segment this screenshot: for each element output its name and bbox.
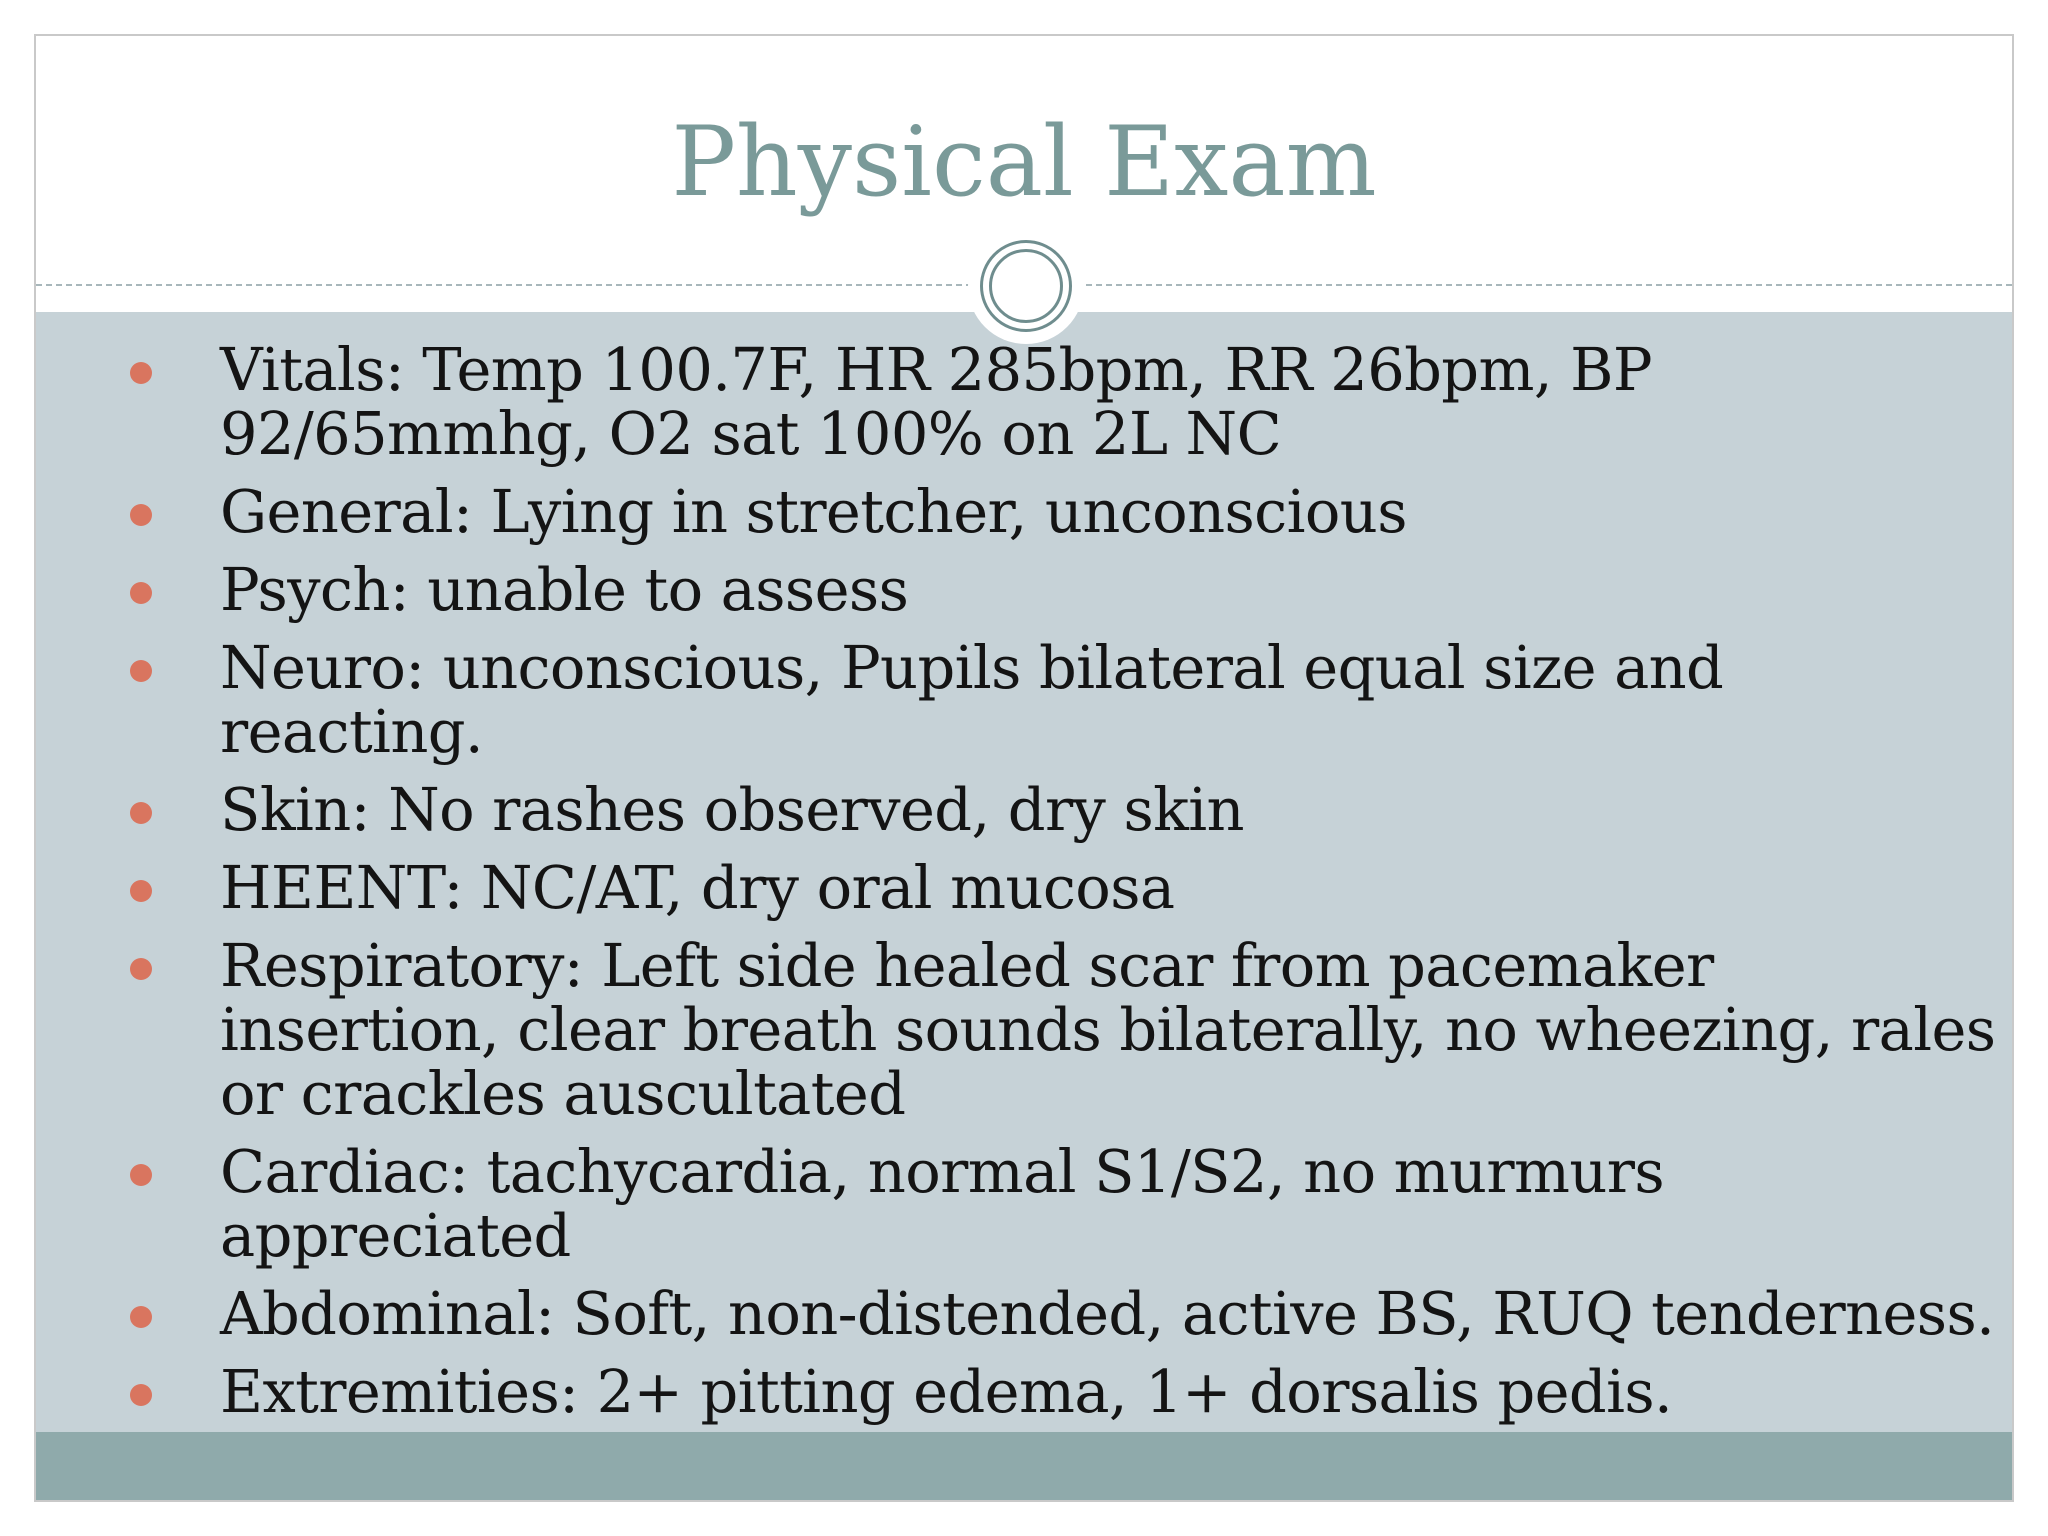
bullet-text: Cardiac: tachycardia, normal S1/S2, no murmurs appreciated [220,1137,1665,1270]
bullet-item-extremities [126,1357,1996,1426]
bullet-item-cardiac [126,1137,1996,1270]
bullet-item-abdominal [126,1279,1996,1348]
bullet-text: Psych: unable to assess [220,555,909,624]
bullet-item-heent [126,853,1996,922]
bullet-item-general [126,477,1996,546]
bullet-dot-icon [130,1306,152,1328]
bullet-text: Abdominal: Soft, non-distended, active BS, RUQ tenderness. [220,1279,1995,1348]
ornament-outer-ring [980,240,1072,332]
bullet-text: Neuro: unconscious, Pupils bilateral equal size and reacting. [220,633,1724,766]
circle-ornament-icon [968,228,1084,344]
bullet-item-skin [126,775,1996,844]
bullet-dot-icon [130,1164,152,1186]
bullet-dot-icon [130,880,152,902]
bullet-item-respiratory [126,931,1996,1128]
bullet-list [126,335,1996,1438]
bullet-item-vitals [126,335,1996,468]
bullet-dot-icon [130,362,152,384]
bullet-dot-icon [130,660,152,682]
bullet-dot-icon [130,504,152,526]
bullet-text: Extremities: 2+ pitting edema, 1+ dorsalis pedis. [220,1357,1673,1426]
slide [34,34,2014,1502]
bullet-text: Respiratory: Left side healed scar from pacemaker insertion, clear breath sounds bilaterally, no wheezing, rales or crackles auscultated [220,931,1996,1128]
bullet-dot-icon [130,958,152,980]
ornament-inner-ring [989,249,1063,323]
bullet-item-neuro [126,633,1996,766]
bullet-dot-icon [130,802,152,824]
bullet-dot-icon [130,1384,152,1406]
bullet-text: Skin: No rashes observed, dry skin [220,775,1244,844]
bullet-item-psych [126,555,1996,624]
bullet-text: HEENT: NC/AT, dry oral mucosa [220,853,1175,922]
bullet-text: General: Lying in stretcher, unconscious [220,477,1407,546]
bullet-text: Vitals: Temp 100.7F, HR 285bpm, RR 26bpm, BP 92/65mmhg, O2 sat 100% on 2L NC [220,335,1652,468]
bullet-dot-icon [130,582,152,604]
slide-title: Physical Exam [671,106,1377,218]
footer-band [36,1432,2012,1500]
